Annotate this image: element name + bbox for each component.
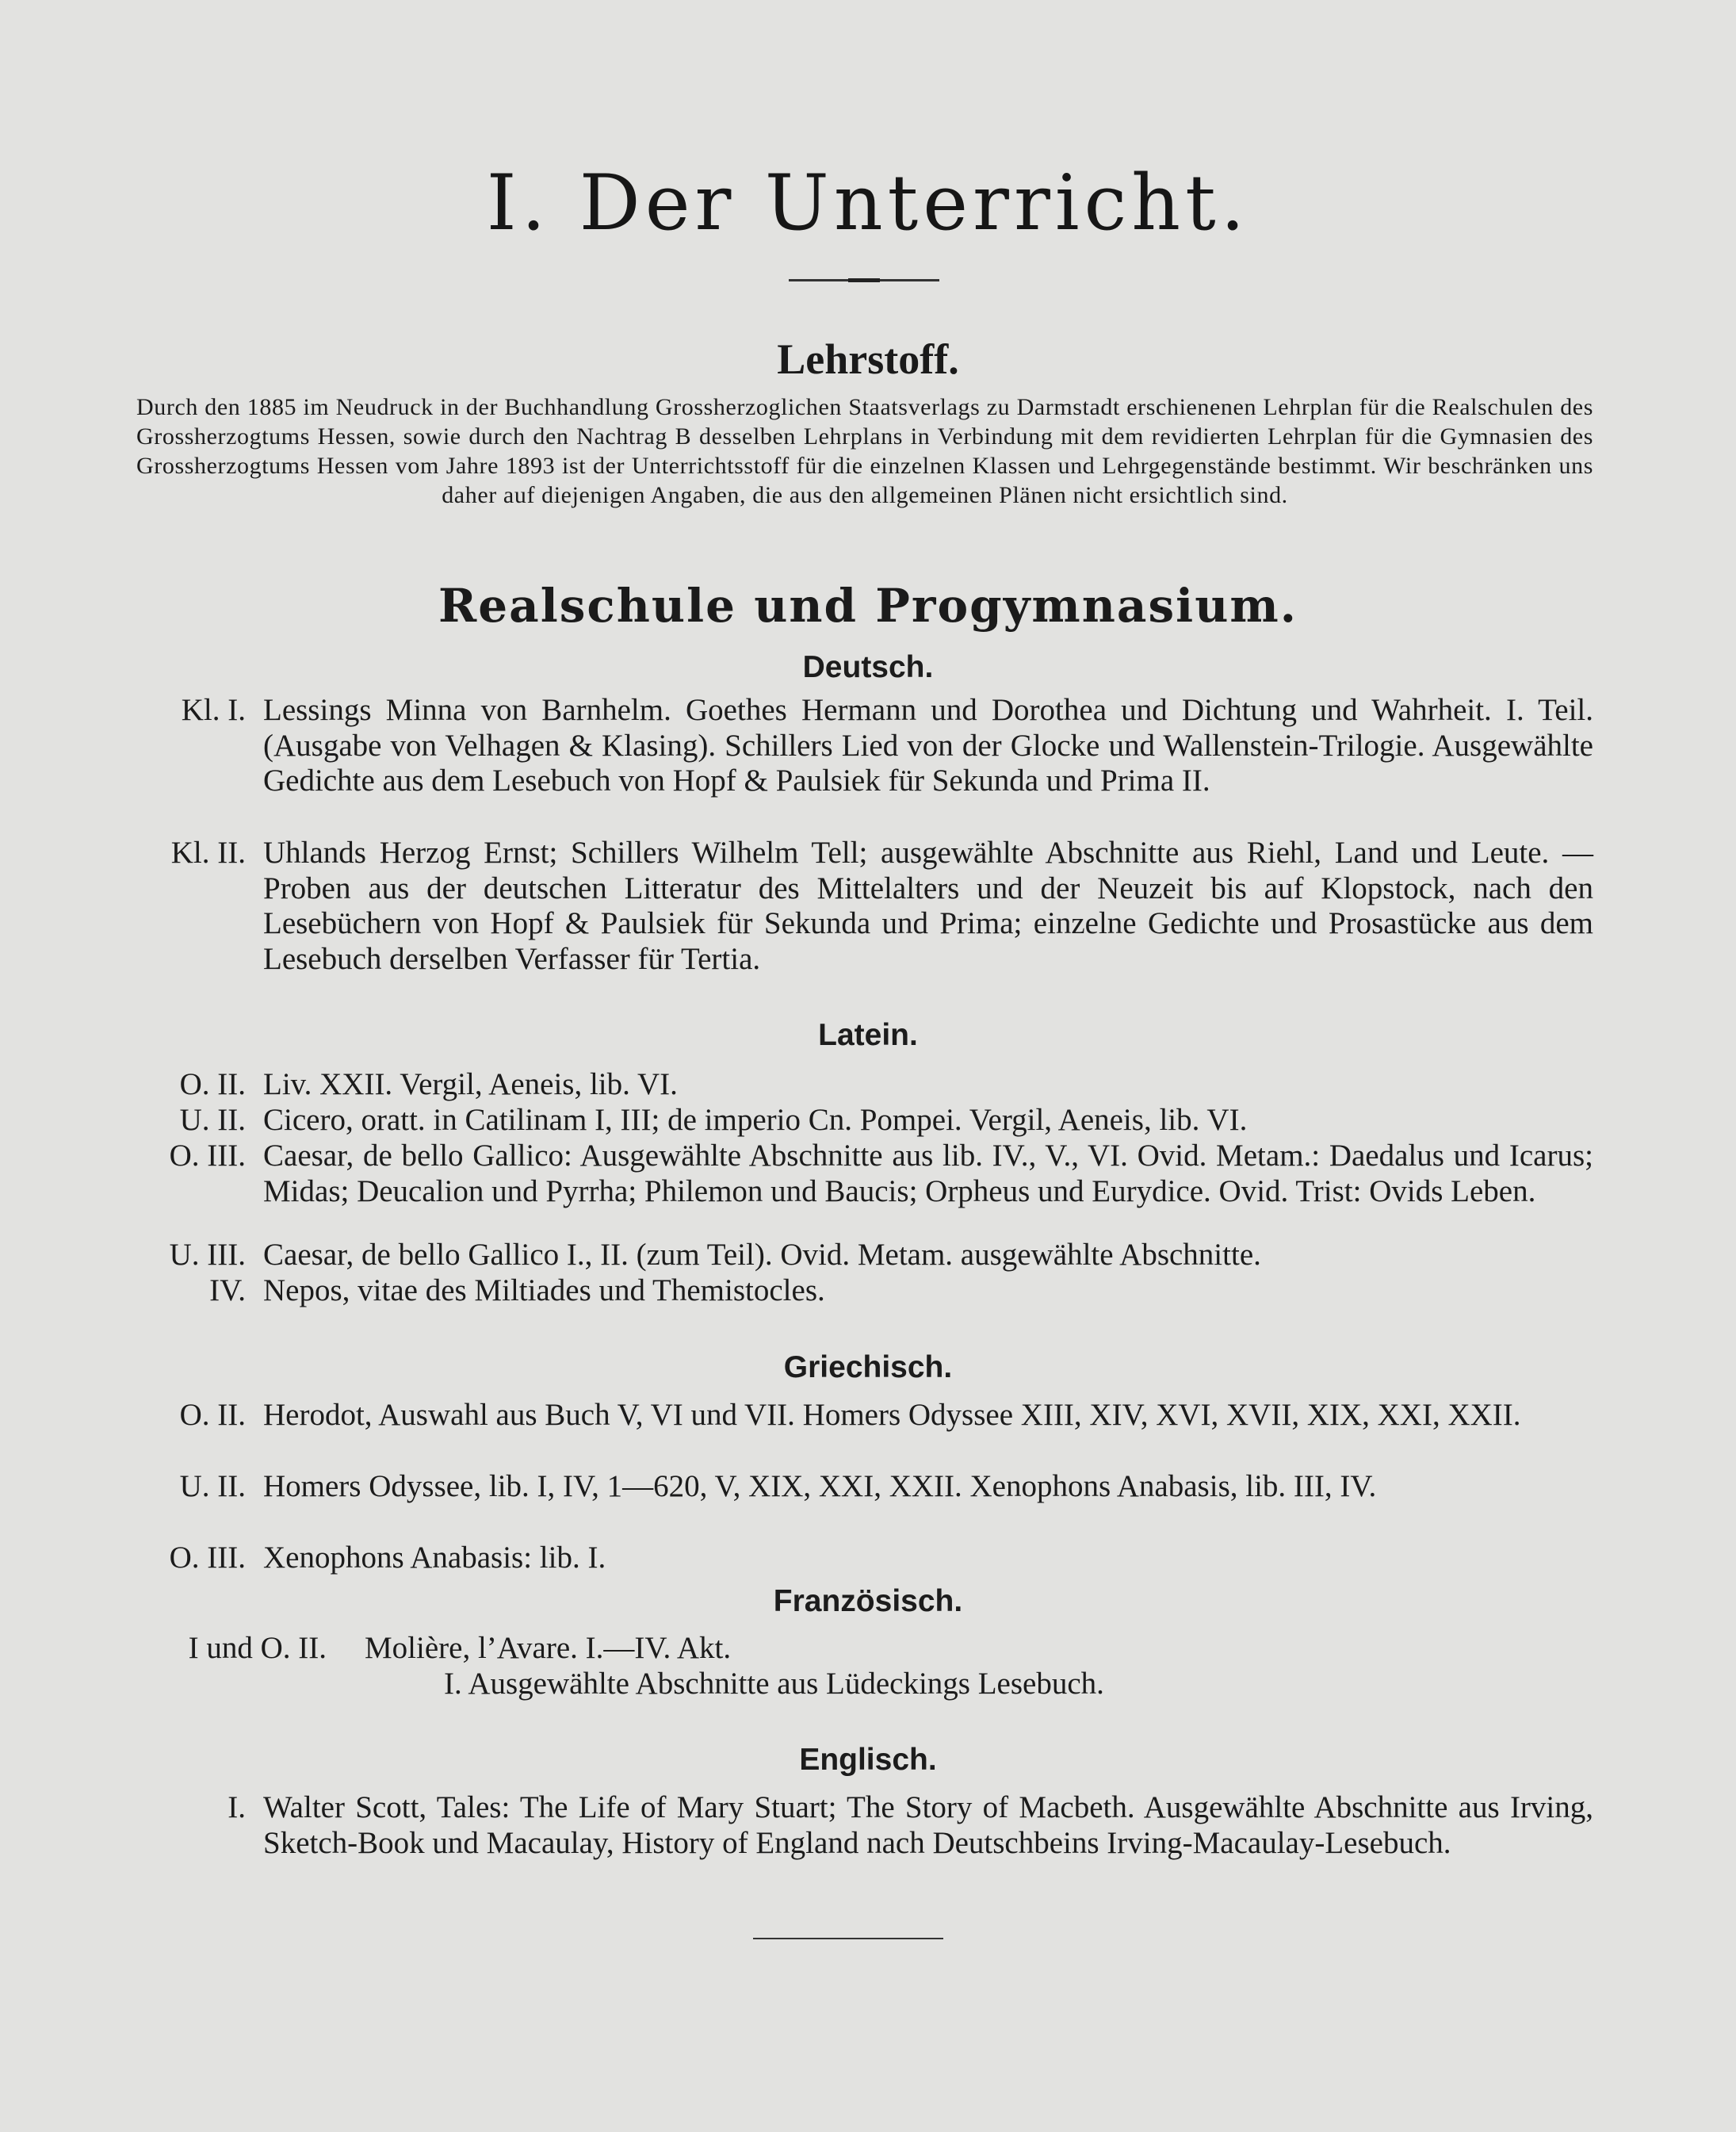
entry-text: Homers Odyssee, lib. I, IV, 1—620, V, XIX, XXI, XXII. Xenophons Anabasis, lib. III, IV. <box>263 1469 1377 1503</box>
subject-heading-deutsch: Deutsch. <box>802 650 934 684</box>
page-title: I. Der Unterricht. <box>486 159 1250 247</box>
entry-text: Caesar, de bello Gallico: Ausgewählte Abschnitte aus lib. IV., V., VI. Ovid. Metam.: Daedalus und Icarus; Midas; Deucalion und Pyrrha; Philemon und Baucis; Orpheus und Eurydice. Ovid. Trist: Ovids Leben. <box>263 1139 1593 1208</box>
class-label: O. III. <box>169 1541 246 1575</box>
entry-deutsch-1 <box>119 693 1593 799</box>
entry-text: Xenophons Anabasis: lib. I. <box>263 1541 606 1575</box>
subject-heading-griechisch: Griechisch. <box>783 1350 953 1384</box>
entry-text: Nepos, vitae des Miltiades und Themistocles. <box>263 1273 825 1307</box>
subject-heading-englisch: Englisch. <box>799 1743 937 1777</box>
class-label: IV. <box>209 1273 246 1307</box>
entry-griechisch-1 <box>119 1398 1593 1433</box>
entry-latein-5 <box>119 1273 1593 1309</box>
entry-griechisch-2 <box>119 1469 1593 1505</box>
entry-text: Uhlands Herzog Ernst; Schillers Wilhelm Tell; ausgewählte Abschnitte aus Riehl, Land und Leute. — Proben aus der deutschen Litteratur des Mittelalters und der Neuzeit bis auf Klopstock, nach den Lesebüchern von Hopf & Paulsiek für Sekunda und Prima; einzelne Gedichte und Prosastücke aus dem Lesebuch derselben Verfasser für Tertia. <box>263 836 1593 976</box>
entry-text: I. Ausgewählte Abschnitte aus Lüdeckings Lesebuch. <box>444 1667 1104 1701</box>
class-label: I. <box>228 1790 246 1824</box>
entry-latein-1 <box>119 1067 1593 1103</box>
entry-text: Caesar, de bello Gallico I., II. (zum Teil). Ovid. Metam. ausgewählte Abschnitte. <box>263 1238 1261 1272</box>
entry-englisch-1 <box>119 1790 1593 1861</box>
class-label: Kl. II. <box>170 836 246 870</box>
class-label: I und O. II. <box>188 1631 327 1665</box>
entry-latein-2 <box>119 1103 1593 1139</box>
entry-franzoesisch-2 <box>119 1667 1593 1702</box>
title-divider <box>789 279 939 281</box>
class-label: U. III. <box>169 1238 246 1272</box>
subject-heading-franzoesisch: Französisch. <box>773 1584 963 1618</box>
class-label: O. III. <box>169 1139 246 1173</box>
class-label: O. II. <box>179 1398 246 1432</box>
entry-griechisch-3 <box>119 1541 1593 1576</box>
class-label: U. II. <box>179 1469 246 1503</box>
entry-franzoesisch-1 <box>119 1631 1593 1667</box>
entry-text: Herodot, Auswahl aus Buch V, VI und VII. Homers Odyssee XIII, XIV, XVI, XVII, XIX, XXI, XXII. <box>263 1398 1521 1432</box>
class-label: Kl. I. <box>181 693 246 727</box>
school-heading: Realschule und Progymnasium. <box>438 579 1298 633</box>
entry-text: Walter Scott, Tales: The Life of Mary Stuart; The Story of Macbeth. Ausgewählte Abschnitte aus Irving, Sketch-Book und Macaulay, History of England nach Deutschbeins Irving-Macaulay-Lesebuch. <box>263 1790 1593 1860</box>
class-label: U. II. <box>179 1103 246 1137</box>
entry-text: Cicero, oratt. in Catilinam I, III; de imperio Cn. Pompei. Vergil, Aeneis, lib. VI. <box>263 1103 1248 1137</box>
class-label: O. II. <box>179 1067 246 1101</box>
section-heading: Lehrstoff. <box>777 335 959 383</box>
entry-text: Liv. XXII. Vergil, Aeneis, lib. VI. <box>263 1067 678 1101</box>
entry-text: Lessings Minna von Barnhelm. Goethes Hermann und Dorothea und Dichtung und Wahrheit. I. Teil. (Ausgabe von Velhagen & Klasing). Schillers Lied von der Glocke und Wallenstein-Trilogie. Ausgewählte Gedichte aus dem Lesebuch von Hopf & Paulsiek für Sekunda und Prima II. <box>263 693 1593 798</box>
subject-heading-latein: Latein. <box>818 1018 918 1052</box>
intro-paragraph: Durch den 1885 im Neudruck in der Buchhandlung Grossherzoglichen Staatsverlags zu Darmstadt erschienenen Lehrplan für die Realschulen des Grossherzogtums Hessen, sowie durch den Nachtrag B desselben Lehrplans in Verbindung mit dem revidierten Lehrplan für die Gymnasien des Grossherzogtums Hessen vom Jahre 1893 ist der Unterrichtsstoff für die einzelnen Klassen und Lehrgegenstände bestimmt. Wir beschränken uns daher auf diejenigen Angaben, die aus den allgemeinen Plänen nicht ersichtlich sind. <box>136 394 1593 508</box>
entry-latein-4 <box>119 1238 1593 1273</box>
entry-text: Molière, l’Avare. I.—IV. Akt. <box>365 1631 732 1665</box>
entry-latein-3 <box>119 1139 1593 1209</box>
entry-deutsch-2 <box>119 836 1593 977</box>
end-divider <box>753 1938 943 1939</box>
